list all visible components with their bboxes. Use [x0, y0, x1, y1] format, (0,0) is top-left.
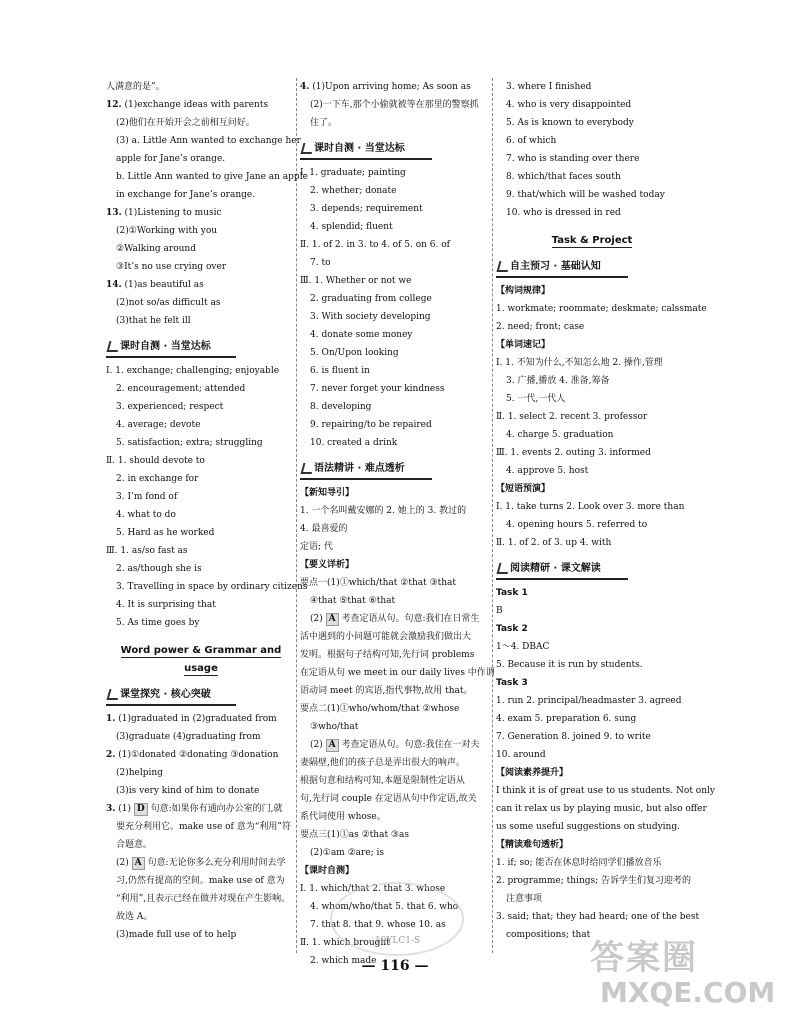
answer-line: 3. experienced; respect: [116, 402, 224, 412]
question-answer-line: 13. (1)Listening to music: [106, 208, 222, 218]
answer-line: 4. whom/who/that 5. that 6. who: [310, 902, 459, 912]
answer-line: Ⅰ. 1. exchange; challenging; enjoyable: [106, 366, 280, 376]
page-number: — 116 —: [361, 958, 429, 974]
answer-line: 3. Travelling in space by ordinary citizens: [116, 582, 308, 592]
answer-line: can it relax us by playing music, but also offer: [496, 804, 707, 814]
answer-line: (2)一下车,那个小偷就被等在那里的警察抓: [310, 100, 479, 110]
choice-answer-box: D: [134, 803, 148, 816]
pencil-check-icon: [107, 689, 121, 700]
section-header: [300, 460, 492, 478]
answer-line: B: [496, 606, 503, 616]
section-title: 阅读精研 · 课文解读: [510, 563, 601, 574]
unit-section-text: Task & Project: [551, 235, 633, 246]
answer-line: 3. where I finished: [506, 82, 592, 92]
unit-section-text: Word power & Grammar and usage: [120, 645, 282, 674]
answer-line: 2. as/though she is: [116, 564, 202, 574]
answer-line: 8. developing: [310, 402, 372, 412]
answer-line: 注意事项: [506, 894, 543, 904]
answer-line: 9. that/which will be washed today: [506, 190, 665, 200]
answer-line: 故选 A。: [116, 912, 153, 922]
answer-line: 8. which/that faces south: [506, 172, 621, 182]
answer-column-1: [106, 78, 308, 944]
column-divider-1: [296, 78, 297, 953]
answer-line: 合题意。: [116, 840, 153, 850]
choice-answer-box: A: [326, 739, 339, 752]
answer-line: I think it is of great use to us students. Not only: [496, 786, 715, 796]
answer-line: 4. charge 5. graduation: [506, 430, 614, 440]
answer-line: (2)①Working with you: [116, 226, 218, 236]
answer-line: (3)graduate (4)graduating from: [116, 732, 261, 742]
answer-line: Ⅰ. 1. take turns 2. Look over 3. more than: [496, 502, 685, 512]
answer-line: (2)not so/as difficult as: [116, 298, 221, 308]
answer-line: ③who/that: [310, 722, 359, 732]
answer-line: 9. repairing/to be repaired: [310, 420, 432, 430]
answer-line: 4. approve 5. host: [506, 466, 589, 476]
answer-line: 5. satisfaction; extra; struggling: [116, 438, 263, 448]
question-number: 1.: [106, 714, 116, 724]
answer-line: 要充分利用它。make use of 意为“利用”符: [116, 822, 291, 832]
section-header: [106, 686, 296, 704]
question-answer-line: 1. (1)graduated in (2)graduated from: [106, 714, 277, 724]
subsection-label: 【构词规律】: [496, 286, 551, 296]
question-number: 14.: [106, 280, 122, 290]
choice-answer-box: A: [132, 857, 145, 870]
question-answer-line: 12. (1)exchange ideas with parents: [106, 100, 269, 110]
pencil-check-icon: [301, 463, 315, 474]
answer-line: (3)that he felt ill: [116, 316, 191, 326]
answer-line: 4. opening hours 5. referred to: [506, 520, 648, 530]
question-number: 12.: [106, 100, 122, 110]
answer-line: 7. who is standing over there: [506, 154, 640, 164]
answer-line: 4. who is very disappointed: [506, 100, 632, 110]
question-number: 3.: [106, 804, 116, 814]
answer-line: (3)made full use of to help: [116, 930, 237, 940]
answer-line: 3. 广播,播放 4. 准备,筹备: [506, 376, 610, 386]
answer-line: 7. to: [310, 258, 331, 268]
answer-line: Ⅱ. 1. of 2. of 3. up 4. with: [496, 538, 612, 548]
section-title: 课时自测 · 当堂达标: [314, 143, 405, 154]
subsection-label: 【课时自测】: [300, 866, 355, 876]
subsection-label: Task 3: [496, 678, 528, 688]
pencil-check-icon: [301, 143, 315, 154]
answer-line: 习,仍然有提高的空间。make use of 意为: [116, 876, 285, 886]
question-number: 2.: [106, 750, 116, 760]
answer-line: Ⅲ. 1. Whether or not we: [300, 276, 412, 286]
answer-line: apple for Jane’s orange.: [116, 154, 226, 164]
answer-line: 3. I’m fond of: [116, 492, 178, 502]
answer-line: 2. need; front; case: [496, 322, 585, 332]
answer-line: 6. is fluent in: [310, 366, 370, 376]
answer-line: 在定语从句 we meet in our daily lives 中作谓: [300, 668, 495, 678]
answer-line: 7. never forget your kindness: [310, 384, 445, 394]
answer-line: 妻隔壁,他们的孩子总是弄出很大的响声。: [300, 758, 465, 768]
watermark-url: MXQE.COM: [600, 976, 776, 1009]
section-header: [300, 140, 492, 158]
answer-column-2: [300, 78, 495, 970]
answer-line: 4. 最喜爱的: [300, 524, 348, 534]
section-title: 自主预习 · 基础认知: [510, 261, 601, 272]
answer-line: 2. whether; donate: [310, 186, 397, 196]
answer-line: 句,先行词 couple 在定语从句中作定语,故关: [300, 794, 477, 804]
subsection-label: 【新知导引】: [300, 488, 355, 498]
answer-line: 人满意的是”。: [106, 82, 165, 92]
answer-line: 发明。根据句子结构可知,先行词 problems: [300, 650, 475, 660]
question-number: 4.: [300, 82, 310, 92]
answer-line: ③It’s no use crying over: [116, 262, 227, 272]
answer-line: in exchange for Jane’s orange.: [116, 190, 256, 200]
answer-line: 7. that 8. that 9. whose 10. as: [310, 920, 446, 930]
answer-line: 要点二(1)①who/whom/that ②whose: [300, 704, 460, 714]
answer-line: 5. On/Upon looking: [310, 348, 399, 358]
answer-line: 4. exam 5. preparation 6. sung: [496, 714, 637, 724]
answer-line: 2. which made: [310, 956, 377, 966]
subsection-label: Task 2: [496, 624, 528, 634]
pencil-check-icon: [497, 261, 511, 272]
answer-line: 2. graduating from college: [310, 294, 432, 304]
answer-line: 5. As is known to everybody: [506, 118, 634, 128]
pencil-check-icon: [107, 341, 121, 352]
answer-line: (3) a. Little Ann wanted to exchange her: [116, 136, 301, 146]
answer-line: (2)①am ②are; is: [310, 848, 385, 858]
unit-section-title: [106, 642, 296, 678]
answer-line: (3)is very kind of him to donate: [116, 786, 260, 796]
section-header: [496, 560, 688, 578]
subsection-label: 【精读难句透析】: [496, 840, 569, 850]
answer-line: 4. donate some money: [310, 330, 413, 340]
answer-line: Ⅲ. 1. as/so fast as: [106, 546, 188, 556]
answer-line: 4. splendid; fluent: [310, 222, 393, 232]
answer-line: 3. depends; requirement: [310, 204, 423, 214]
answer-line: 1. run 2. principal/headmaster 3. agreed: [496, 696, 682, 706]
answer-line: 活中遇到的小问题可能就会激励我们做出大: [300, 632, 472, 642]
subsection-label: 【短语预演】: [496, 484, 551, 494]
choice-answer-box: A: [326, 613, 339, 626]
answer-line: 10. around: [496, 750, 546, 760]
answer-line: 5. Because it is run by students.: [496, 660, 643, 670]
answer-line: Ⅰ. 1. 不知为什么,不知怎么地 2. 操作,管理: [496, 358, 663, 368]
answer-line: 4. what to do: [116, 510, 176, 520]
answer-line: Ⅱ. 1. should devote to: [106, 456, 205, 466]
answer-line: 10. who is dressed in red: [506, 208, 621, 218]
answer-line: 1. workmate; roommate; deskmate; calssmate: [496, 304, 707, 314]
answer-line: 7. Generation 8. joined 9. to write: [496, 732, 651, 742]
answer-line: 2. programme; things; 告诉学生们复习迎考的: [496, 876, 692, 886]
pencil-check-icon: [497, 563, 511, 574]
answer-line: 5. Hard as he worked: [116, 528, 215, 538]
answer-line: 系代词使用 whose。: [300, 812, 386, 822]
section-header: [496, 258, 688, 276]
question-answer-line: 3. (1) D 句意:如果你有通向办公室的门,就: [106, 804, 283, 814]
answer-line: 10. created a drink: [310, 438, 398, 448]
section-title: 课时自测 · 当堂达标: [120, 341, 211, 352]
answer-line: Ⅲ. 1. events 2. outing 3. informed: [496, 448, 651, 458]
answer-line: (2) A 考查定语从句。句意:我住在一对夫: [310, 740, 480, 750]
answer-line: 根据句意和结构可知,本题是限制性定语从: [300, 776, 465, 786]
answer-line: 1. if; so; 能否在休息时给同学们播放音乐: [496, 858, 662, 868]
subsection-label: 【要义详析】: [300, 560, 355, 570]
answer-line: 3. With society developing: [310, 312, 431, 322]
answer-line: (2)helping: [116, 768, 163, 778]
subsection-label: Task 1: [496, 588, 528, 598]
answer-line: 1. 一个名叫戴安娜的 2. 她上的 3. 教过的: [300, 506, 467, 516]
unit-section-title: [496, 232, 688, 250]
answer-line: 6. of which: [506, 136, 557, 146]
subsection-label: 【阅读素养提升】: [496, 768, 569, 778]
answer-line: Ⅱ. 1. select 2. recent 3. professor: [496, 412, 648, 422]
answer-line: 要点三(1)①as ②that ③as: [300, 830, 409, 840]
answer-line: 2. encouragement; attended: [116, 384, 246, 394]
question-answer-line: 4. (1)Upon arriving home; As soon as: [300, 82, 471, 92]
answer-line: (2) A 句意:无论你多么充分利用时间去学: [116, 858, 286, 868]
question-answer-line: 2. (1)①donated ②donating ③donation: [106, 750, 279, 760]
section-title: 课堂探究 · 核心突破: [120, 689, 211, 700]
answer-line: us some useful suggestions on studying.: [496, 822, 680, 832]
answer-line: Ⅰ. 1. which/that 2. that 3. whose: [300, 884, 446, 894]
answer-line: “利用”,且表示已经在做并对现在产生影响。: [116, 894, 291, 904]
answer-column-3: [496, 78, 715, 944]
answer-line: 住了。: [310, 118, 338, 128]
answer-line: 定语; 代: [300, 542, 333, 552]
answer-line: 3. said; that; they had heard; one of the best: [496, 912, 700, 922]
answer-line: 5. 一代,一代人: [506, 394, 566, 404]
footer-code: 19YLC1-S: [375, 936, 421, 946]
answer-line: Ⅰ. 1. graduate; painting: [300, 168, 406, 178]
answer-line: 5. As time goes by: [116, 618, 200, 628]
answer-line: (2)他们在开始开会之前相互问好。: [116, 118, 255, 128]
answer-line: 1～4. DBAC: [496, 642, 550, 652]
column-divider-2: [492, 78, 493, 953]
answer-line: ④that ⑤that ⑥that: [310, 596, 396, 606]
answer-line: 要点一(1)①which/that ②that ③that: [300, 578, 457, 588]
answer-line: 2. in exchange for: [116, 474, 199, 484]
answer-line: Ⅱ. 1. of 2. in 3. to 4. of 5. on 6. of: [300, 240, 451, 250]
answer-line: (2) A 考查定语从句。句意:我们在日常生: [310, 614, 480, 624]
section-title: 语法精讲 · 难点透析: [314, 463, 405, 474]
section-header: [106, 338, 296, 356]
answer-line: compositions; that: [506, 930, 591, 940]
subsection-label: 【单词速记】: [496, 340, 551, 350]
answer-line: b. Little Ann wanted to give Jane an apple: [116, 172, 308, 182]
answer-line: 4. It is surprising that: [116, 600, 216, 610]
question-number: 13.: [106, 208, 122, 218]
answer-line: 语动词 meet 的宾语,指代事物,故用 that。: [300, 686, 473, 696]
answer-line: ②Walking around: [116, 244, 196, 254]
answer-line: 4. average; devote: [116, 420, 201, 430]
answer-line: Ⅱ. 1. which brought: [300, 938, 390, 948]
question-answer-line: 14. (1)as beautiful as: [106, 280, 204, 290]
watermark-brand: 答案圈: [590, 938, 698, 978]
